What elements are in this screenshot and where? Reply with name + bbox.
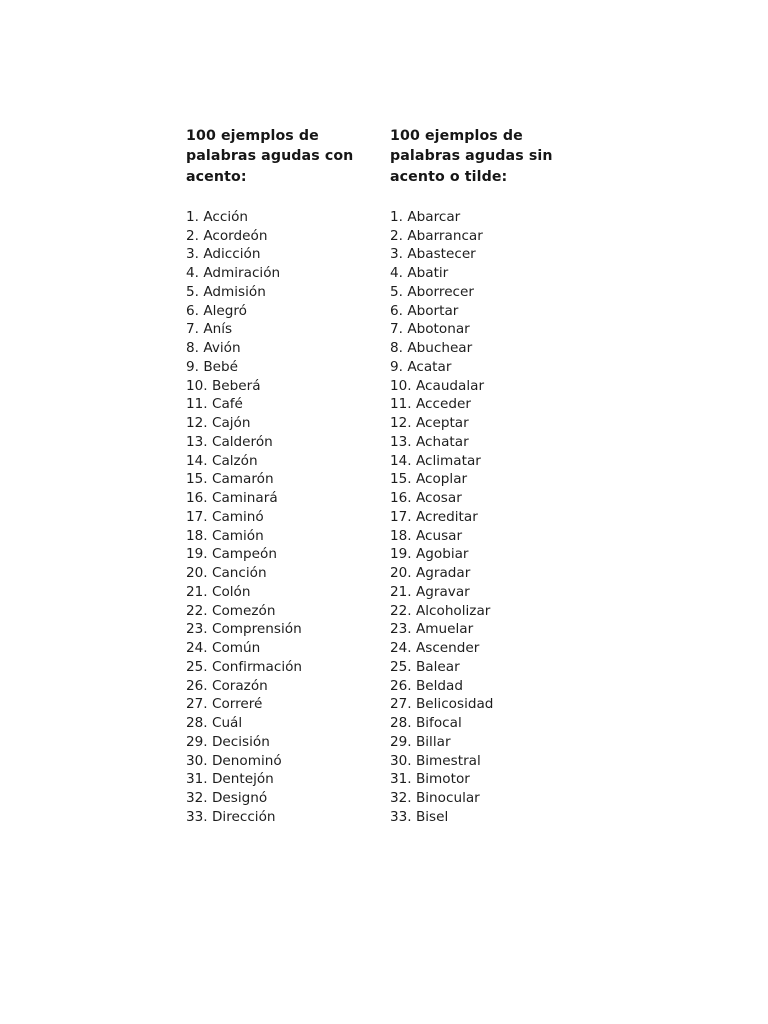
list-item	[390, 752, 592, 771]
list-item-word: Aclimatar	[415, 452, 481, 469]
list-item	[186, 789, 388, 808]
list-item	[186, 452, 388, 471]
list-item	[186, 414, 388, 433]
list-item-word: Camión	[211, 527, 264, 544]
list-item-number: 22.	[186, 602, 208, 619]
list-item-word: Cuál	[211, 715, 243, 732]
list-item-number: 32.	[186, 790, 208, 807]
list-item-number: 33.	[390, 808, 412, 825]
list-item-word: Comprensión	[211, 621, 302, 638]
list-item-number: 17.	[390, 508, 412, 525]
list-item	[390, 602, 592, 621]
list-item	[390, 508, 592, 527]
list-item-word: Bimestral	[415, 752, 481, 769]
list-item	[390, 527, 592, 546]
list-item-word: Designó	[211, 790, 268, 807]
list-item-word: Canción	[211, 565, 267, 582]
list-item-number: 24.	[390, 640, 412, 657]
list-item-number: 25.	[186, 658, 208, 675]
list-item	[390, 320, 592, 339]
two-column-layout	[186, 126, 606, 827]
list-item-word: Anís	[203, 321, 233, 338]
list-item	[186, 677, 388, 696]
list-item-number: 12.	[390, 415, 412, 432]
list-item-word: Amuelar	[415, 621, 474, 638]
list-item	[390, 227, 592, 246]
list-item-word: Aceptar	[415, 415, 469, 432]
list-item-number: 22.	[390, 602, 412, 619]
list-item-number: 30.	[186, 752, 208, 769]
list-item	[390, 395, 592, 414]
column-words-with-accent	[186, 126, 388, 827]
list-item	[186, 752, 388, 771]
list-item	[186, 808, 388, 827]
list-item	[390, 564, 592, 583]
list-item-word: Agobiar	[415, 546, 469, 563]
list-item-word: Correré	[211, 696, 263, 713]
list-item-number: 20.	[186, 565, 208, 582]
list-item-word: Avión	[203, 340, 241, 357]
list-item-number: 19.	[390, 546, 412, 563]
list-item-number: 26.	[186, 677, 208, 694]
list-item	[390, 302, 592, 321]
list-item-number: 23.	[390, 621, 412, 638]
list-item-number: 15.	[186, 471, 208, 488]
list-item-word: Alcoholizar	[415, 602, 491, 619]
list-item-word: Bebé	[203, 358, 238, 375]
list-item-number: 25.	[390, 658, 412, 675]
list-item	[390, 414, 592, 433]
list-item-word: Bimotor	[415, 771, 470, 788]
list-item-word: Alegró	[203, 302, 247, 319]
list-item	[186, 583, 388, 602]
list-item	[186, 620, 388, 639]
list-item	[186, 489, 388, 508]
list-item-number: 16.	[390, 490, 412, 507]
list-item-word: Ascender	[415, 640, 480, 657]
list-item	[186, 602, 388, 621]
list-item-number: 27.	[390, 696, 412, 713]
list-item	[390, 283, 592, 302]
list-item-word: Abarrancar	[407, 227, 483, 244]
list-item-word: Abuchear	[407, 340, 473, 357]
list-item-word: Camarón	[211, 471, 274, 488]
list-item-word: Caminará	[211, 490, 278, 507]
list-item	[186, 283, 388, 302]
list-item	[186, 527, 388, 546]
list-item-number: 26.	[390, 677, 412, 694]
column-heading-with-accent: 100 ejemplos de palabras agudas con acento:	[186, 128, 354, 185]
list-item-number: 8.	[390, 340, 403, 357]
list-item-number: 1.	[390, 208, 403, 225]
list-item	[390, 695, 592, 714]
list-item-word: Beberá	[211, 377, 261, 394]
list-item-number: 29.	[390, 733, 412, 750]
list-item-number: 21.	[390, 583, 412, 600]
list-item	[186, 770, 388, 789]
list-item	[390, 733, 592, 752]
list-item-word: Acosar	[415, 490, 462, 507]
list-item-word: Comezón	[211, 602, 276, 619]
list-item-number: 27.	[186, 696, 208, 713]
list-item	[390, 770, 592, 789]
list-item	[390, 620, 592, 639]
list-item	[186, 658, 388, 677]
list-item-number: 16.	[186, 490, 208, 507]
list-item-number: 33.	[186, 808, 208, 825]
list-item-word: Bifocal	[415, 715, 462, 732]
list-item-word: Abarcar	[407, 208, 461, 225]
list-item-number: 21.	[186, 583, 208, 600]
list-item	[186, 508, 388, 527]
list-item-word: Dirección	[211, 808, 276, 825]
list-item-number: 17.	[186, 508, 208, 525]
list-item	[390, 677, 592, 696]
list-item-number: 29.	[186, 733, 208, 750]
list-item-word: Agradar	[415, 565, 471, 582]
list-item	[186, 208, 388, 227]
list-item-word: Binocular	[415, 790, 480, 807]
heading-list-spacer	[390, 187, 592, 208]
list-item-word: Acoplar	[415, 471, 468, 488]
list-item	[186, 695, 388, 714]
list-item-number: 9.	[186, 358, 199, 375]
list-item-word: Acceder	[415, 396, 471, 413]
list-item-word: Acaudalar	[415, 377, 485, 394]
list-item-number: 14.	[186, 452, 208, 469]
list-item-number: 3.	[186, 246, 199, 263]
list-item	[390, 452, 592, 471]
list-item-number: 24.	[186, 640, 208, 657]
list-item-number: 9.	[390, 358, 403, 375]
list-item	[390, 583, 592, 602]
list-item-number: 18.	[390, 527, 412, 544]
list-item-word: Acreditar	[415, 508, 478, 525]
list-item-number: 4.	[390, 265, 403, 282]
list-item	[390, 639, 592, 658]
list-item	[186, 358, 388, 377]
list-item-number: 2.	[390, 227, 403, 244]
list-item-word: Acordeón	[203, 227, 268, 244]
list-item-word: Abastecer	[407, 246, 476, 263]
column-heading-without-accent: 100 ejemplos de palabras agudas sin acento o tilde:	[390, 128, 553, 185]
list-item-word: Beldad	[415, 677, 464, 694]
list-item-word: Caminó	[211, 508, 264, 525]
list-item-word: Acatar	[407, 358, 452, 375]
heading-list-spacer	[186, 187, 388, 208]
list-item-word: Bisel	[415, 808, 449, 825]
list-item-word: Agravar	[415, 583, 470, 600]
list-item-word: Admiración	[203, 265, 281, 282]
list-item-number: 6.	[390, 302, 403, 319]
list-item	[186, 377, 388, 396]
list-item-word: Cajón	[211, 415, 251, 432]
list-item-word: Campeón	[211, 546, 277, 563]
list-item-word: Billar	[415, 733, 451, 750]
list-item	[186, 227, 388, 246]
list-item-number: 28.	[186, 715, 208, 732]
list-item-word: Admisión	[203, 283, 266, 300]
list-item-number: 10.	[186, 377, 208, 394]
list-item	[186, 639, 388, 658]
list-item-number: 32.	[390, 790, 412, 807]
list-item-number: 10.	[390, 377, 412, 394]
list-item-word: Confirmación	[211, 658, 303, 675]
list-item-number: 8.	[186, 340, 199, 357]
list-item	[186, 395, 388, 414]
list-item	[186, 470, 388, 489]
list-item	[390, 264, 592, 283]
list-item-number: 6.	[186, 302, 199, 319]
list-item	[390, 658, 592, 677]
list-item	[186, 714, 388, 733]
list-item	[186, 302, 388, 321]
list-item	[390, 339, 592, 358]
list-item	[390, 808, 592, 827]
list-item	[186, 433, 388, 452]
list-item-number: 31.	[390, 771, 412, 788]
word-list-with-accent	[186, 208, 388, 827]
list-item-number: 13.	[390, 433, 412, 450]
list-item-number: 7.	[186, 321, 199, 338]
list-item-number: 1.	[186, 208, 199, 225]
list-item-word: Abotonar	[407, 321, 470, 338]
list-item	[390, 433, 592, 452]
list-item	[186, 733, 388, 752]
list-item	[390, 377, 592, 396]
list-item-word: Abortar	[407, 302, 459, 319]
list-item-word: Dentejón	[211, 771, 274, 788]
list-item	[390, 470, 592, 489]
list-item-word: Acción	[203, 208, 249, 225]
list-item	[186, 339, 388, 358]
list-item	[390, 789, 592, 808]
list-item	[186, 245, 388, 264]
list-item-number: 4.	[186, 265, 199, 282]
list-item-number: 7.	[390, 321, 403, 338]
list-item-number: 19.	[186, 546, 208, 563]
list-item-word: Aborrecer	[407, 283, 474, 300]
list-item-number: 11.	[390, 396, 412, 413]
list-item-word: Calderón	[211, 433, 273, 450]
list-item	[390, 245, 592, 264]
list-item-word: Balear	[415, 658, 460, 675]
list-item	[186, 264, 388, 283]
list-item-word: Achatar	[415, 433, 469, 450]
list-item-word: Acusar	[415, 527, 463, 544]
list-item-number: 15.	[390, 471, 412, 488]
list-item-word: Café	[211, 396, 243, 413]
list-item-number: 13.	[186, 433, 208, 450]
list-item-word: Común	[211, 640, 261, 657]
list-item	[390, 489, 592, 508]
word-list-without-accent	[390, 208, 592, 827]
list-item	[390, 714, 592, 733]
list-item	[186, 564, 388, 583]
list-item-number: 5.	[390, 283, 403, 300]
list-item-word: Calzón	[211, 452, 258, 469]
column-words-without-accent	[390, 126, 592, 827]
list-item-word: Denominó	[211, 752, 282, 769]
list-item-number: 5.	[186, 283, 199, 300]
list-item-number: 20.	[390, 565, 412, 582]
list-item	[390, 208, 592, 227]
list-item-word: Decisión	[211, 733, 270, 750]
list-item	[186, 545, 388, 564]
list-item-word: Colón	[211, 583, 251, 600]
list-item-number: 2.	[186, 227, 199, 244]
list-item-number: 14.	[390, 452, 412, 469]
list-item-number: 11.	[186, 396, 208, 413]
list-item-word: Belicosidad	[415, 696, 494, 713]
list-item	[390, 545, 592, 564]
list-item-number: 18.	[186, 527, 208, 544]
list-item-number: 31.	[186, 771, 208, 788]
list-item-number: 30.	[390, 752, 412, 769]
list-item-number: 23.	[186, 621, 208, 638]
list-item	[186, 320, 388, 339]
list-item-word: Corazón	[211, 677, 268, 694]
list-item-number: 3.	[390, 246, 403, 263]
list-item-word: Abatir	[407, 265, 449, 282]
list-item-number: 12.	[186, 415, 208, 432]
list-item	[390, 358, 592, 377]
list-item-number: 28.	[390, 715, 412, 732]
list-item-word: Adicción	[203, 246, 261, 263]
